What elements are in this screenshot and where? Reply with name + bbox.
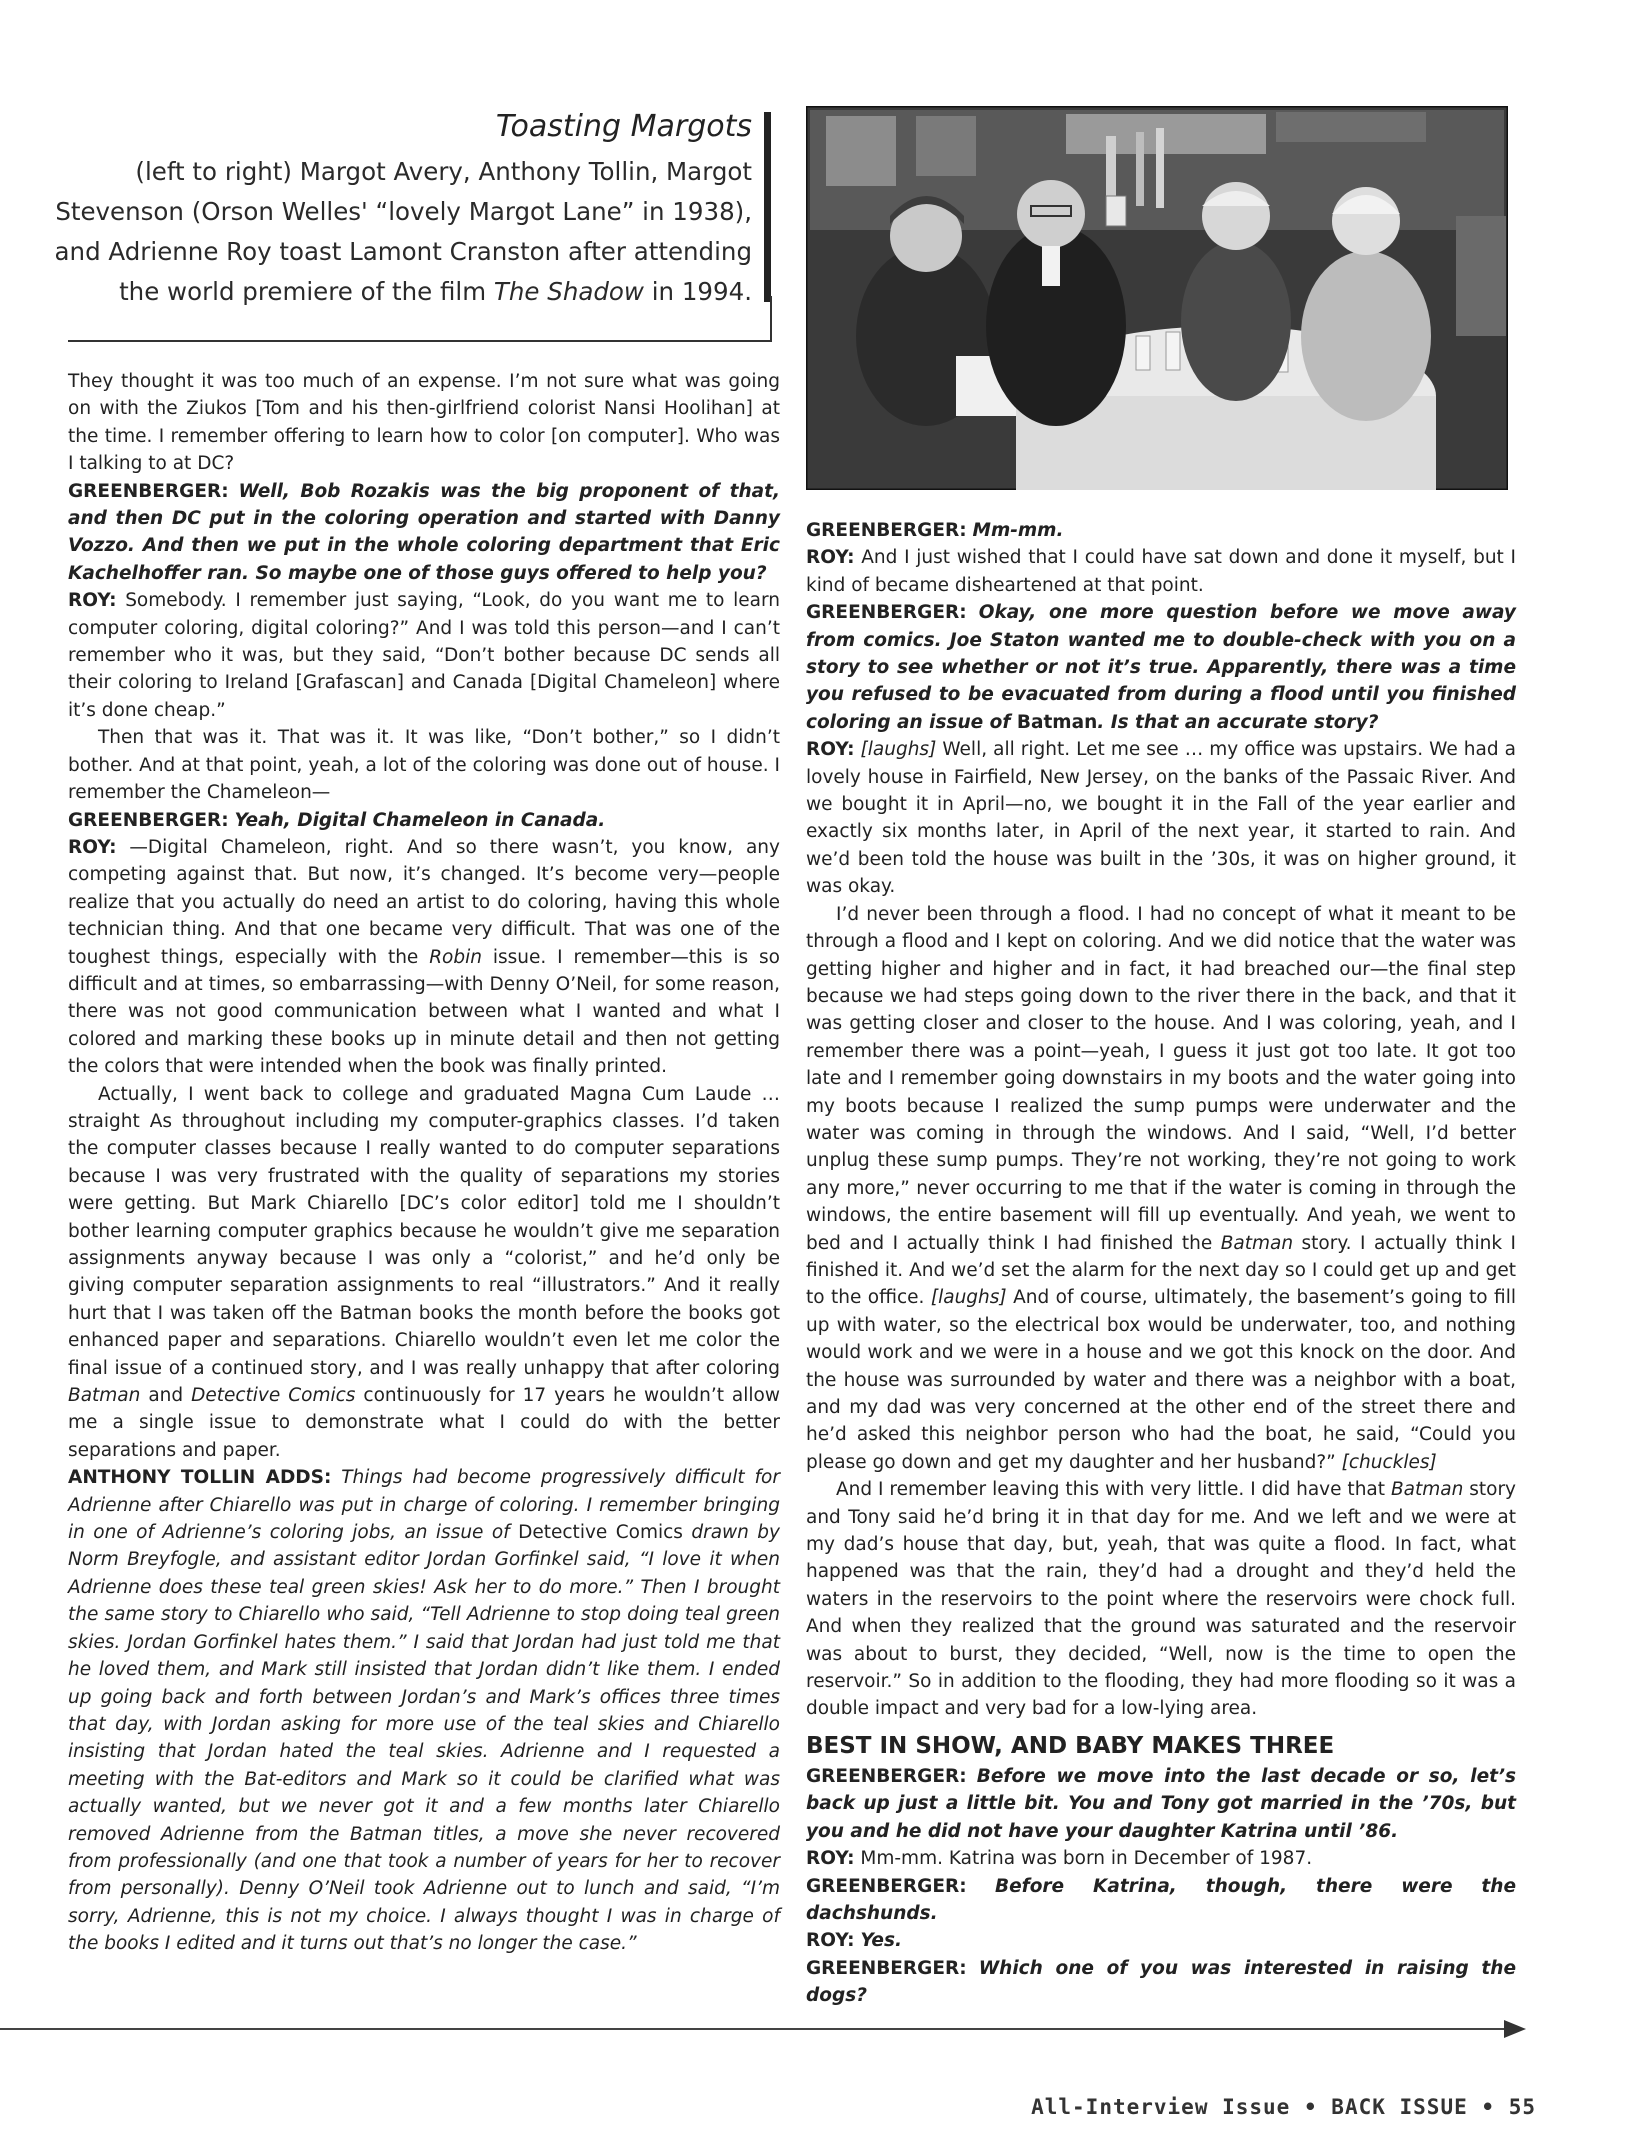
photo-caption bbox=[54, 106, 770, 342]
paragraph: GREENBERGER: Well, Bob Rozakis was the big proponent of that, and then DC put in the coloring operation and started with Danny Vozzo. And then we put in the whole coloring department that Eric Kachelhoffer ran. So maybe one of those guys offered to help you? bbox=[68, 480, 780, 584]
speaker-label: GREENBERGER: bbox=[806, 1957, 967, 1979]
speaker-label: GREENBERGER: bbox=[806, 520, 967, 541]
paragraph: I’d never been through a flood. I had no concept of what it meant to be through a flood and I kept on coloring. And we did notice that the water was getting higher and higher and in fact, it had breached our—the final step because we had steps going down to the river there in the back, and that it was getting closer and closer to the house. And I was coloring, yeah, and I remember there was a point—yeah, I guess it just got too late. It got too late and I remember going downstairs in my boots and the water going into my boots because I realized the sump pumps were underwater and the water was coming in through the windows. And I said, “Well, I’d better unplug these sump pumps. They’re not working, they’re not going to work any more,” never occurring to me that if the water is coming in through the windows, the entire basement will fill up eventually. And yeah, we went to bed and I actually think I had finished the Batman story. I actually think I finished it. And we’d set the alarm for the next day so I could get up and get to the office. [laughs] And of course, ultimately, the basement’s going to fill up with water, so the electrical box would be underwater, too, and nothing would work and we were in a house and we got this knock on the door. And the house was surrounded by water and there was a neighbor with a boat, and my dad was very concerned at the other end of the street there and he’d asked this neighbor person who had the boat, he said, “Could you please go down and get my daughter and her husband?” [chuckles] bbox=[806, 903, 1516, 1473]
speaker-label: ANTHONY TOLLIN ADDS: bbox=[68, 1467, 332, 1489]
right-column bbox=[806, 517, 1516, 2010]
caption-horizontal-rule bbox=[68, 340, 772, 342]
speaker-label: GREENBERGER: bbox=[806, 1875, 967, 1897]
speaker-label: GREENBERGER: bbox=[806, 1765, 967, 1787]
speaker-label: ROY: bbox=[68, 836, 117, 858]
page-number: 55 bbox=[1508, 2095, 1536, 2119]
caption-vertical-rule-thin bbox=[770, 296, 772, 342]
left-column bbox=[68, 368, 780, 1958]
paragraph: GREENBERGER: Yeah, Digital Chameleon in Canada. bbox=[68, 809, 606, 831]
photo-illustration bbox=[806, 106, 1508, 490]
speaker-label: GREENBERGER: bbox=[68, 809, 229, 831]
section-heading: BEST IN SHOW, AND BABY MAKES THREE bbox=[806, 1732, 1335, 1759]
footer-issue: All-Interview Issue bbox=[1031, 2095, 1291, 2119]
paragraph: They thought it was too much of an expense. I’m not sure what was going on with the Ziukos [Tom and his then-girlfriend colorist Nansi Hoolihan] at the time. I remember offering to learn how to color [on computer]. Who was I talking to at DC? bbox=[68, 371, 780, 475]
paragraph: ROY: And I just wished that I could have sat down and done it myself, but I kind of became disheartened at that point. bbox=[806, 547, 1516, 596]
caption-film-title: The Shadow bbox=[493, 277, 644, 306]
paragraph: ROY: Yes. bbox=[806, 1930, 902, 1952]
footer-arrow-icon bbox=[1504, 2020, 1526, 2038]
speaker-label: ROY: bbox=[806, 739, 855, 761]
page-footer: All-Interview Issue • BACK ISSUE • 55 bbox=[1031, 2095, 1536, 2119]
speaker-label: ROY: bbox=[68, 590, 117, 612]
paragraph: And I remember leaving this with very little. I did have that Batman story and Tony said he’d bring it in that day for me. And we left and we were at my dad’s house that day, but, yeah, that was quite a flood. In fact, what happened was that the rain, they’d had a drought and they’d held the waters in the reservoirs to the point where the reservoirs were chock full. And when they realized that the ground was saturated and the reservoir was about to burst, they decided, “Well, now is the time to open the reservoir.” So in addition to the flooding, they had more flooding so it was a double impact and very bad for a low-lying area. bbox=[806, 1479, 1517, 1720]
footer-magazine: BACK ISSUE bbox=[1331, 2095, 1468, 2119]
paragraph: ROY: [laughs] Well, all right. Let me see … my office was upstairs. We had a lovely house in Fairfield, New Jersey, on the banks of the Passaic River. And we bought it in April—no, we bought it in the Fall of the year earlier and exactly six months later, in April of the next year, it started to rain. And we’d been told the house was built in the ’30s, it was on higher ground, it was okay. bbox=[806, 739, 1516, 898]
paragraph: Then that was it. That was it. It was like, “Don’t bother,” so I didn’t bother. And at that point, yeah, a lot of the coloring was done out of house. I remember the Chameleon— bbox=[68, 727, 780, 804]
speaker-label: ROY: bbox=[806, 1930, 855, 1952]
paragraph: ROY: Mm-mm. Katrina was born in December of 1987. bbox=[806, 1848, 1313, 1870]
paragraph: GREENBERGER: Before Katrina, though, there were the dachshunds. bbox=[806, 1875, 1516, 1924]
paragraph: ROY: —Digital Chameleon, right. And so there wasn’t, you know, any competing against that. But now, it’s changed. It’s become very—people realize that you actually do need an artist to do coloring, having this whole technician thing. And that one became very difficult. That was one of the toughest things, especially with the Robin issue. I remember—this is so difficult and at times, so embarrassing—with Denny O’Neil, for some reason, there was not good communication between what I wanted and what I colored and marking these books up in minute detail and then not getting the colors that were intended when the book was finally printed. bbox=[68, 836, 780, 1078]
photo-toasting-margots bbox=[806, 106, 1508, 490]
caption-text: (left to right) Margot Avery, Anthony Tollin, Margot Stevenson (Orson Welles' “lovely Margot Lane” in 1938), and Adrienne Roy toast Lamont Cranston after attending the world premiere of the film The Shadow in 1994. bbox=[54, 157, 752, 306]
paragraph: GREENBERGER: Mm-mm. bbox=[806, 520, 1064, 541]
paragraph: GREENBERGER: Okay, one more question before we move away from comics. Joe Staton wanted me to double-check with you on a story to see whether or not it’s true. Apparently, there was a time you refused to be evacuated from during a flood until you finished coloring an issue of Batman. Is that an accurate story? bbox=[806, 602, 1516, 733]
paragraph: ANTHONY TOLLIN ADDS: Things had become progressively difficult for Adrienne after Chiarello was put in charge of coloring. I remember bringing in one of Adrienne’s coloring jobs, an issue of Detective Comics drawn by Norm Breyfogle, and assistant editor Jordan Gorfinkel said, “I love it when Adrienne does these teal green skies! Ask her to do more.” Then I brought the same story to Chiarello who said, “Tell Adrienne to stop doing teal green skies. Jordan Gorfinkel hates them.” I said that Jordan had just told me that he loved them, and Mark still insisted that Jordan didn’t like them. I ended up going back and forth between Jordan’s and Mark’s offices three times that day, with Jordan asking for more use of the teal skies and Chiarello insisting that Jordan hated the teal skies. Adrienne and I requested a meeting with the Bat-editors and Mark so it could be clarified what was actually wanted, but we never got it and a few months later Chiarello removed Adrienne from the Batman titles, a move she never recovered from professionally (and one that took a number of years for her to recover from personally). Denny O’Neil took Adrienne out to lunch and said, “I’m sorry, Adrienne, this is not my choice. I always thought I was in charge of the books I edited and it turns out that’s no longer the case.” bbox=[68, 1467, 781, 1955]
caption-vertical-rule bbox=[764, 112, 771, 302]
paragraph: GREENBERGER: Which one of you was interested in raising the dogs? bbox=[806, 1957, 1516, 2007]
speaker-label: ROY: bbox=[806, 547, 855, 569]
paragraph: ROY: Somebody. I remember just saying, “Look, do you want me to learn computer coloring, digital coloring?” And I was told this person—and I can’t remember who it was, but they said, “Don’t bother because DC sends all their coloring to Ireland [Grafascan] and Canada [Digital Chameleon] where it’s done cheap.” bbox=[68, 590, 781, 721]
paragraph: GREENBERGER: Before we move into the last decade or so, let’s back up just a little bit. You and Tony got married in the ’70s, but you and he did not have your daughter Katrina until ’86. bbox=[806, 1765, 1516, 1842]
paragraph: Actually, I went back to college and graduated Magna Cum Laude … straight As throughout including my computer-graphics classes. I’d taken the computer classes because I really wanted to do computer separations because I was very frustrated with the quality of separations my stories were getting. But Mark Chiarello [DC’s color editor] told me I shouldn’t bother learning computer graphics because he wouldn’t give me separation assignments anyway because I was only a “colorist,” and he’d only be giving computer separation assignments to real “illustrators.” And it really hurt that I was taken off the Batman books the month before the books got enhanced paper and separations. Chiarello wouldn’t even let me color the final issue of a continued story, and I was really unhappy that after coloring Batman and Detective Comics continuously for 17 years he wouldn’t allow me a single issue to demonstrate what I could do with the better separations and paper. bbox=[68, 1083, 780, 1461]
caption-title: Toasting Margots bbox=[495, 109, 752, 144]
speaker-label: GREENBERGER: bbox=[806, 602, 967, 624]
speaker-label: GREENBERGER: bbox=[68, 480, 229, 502]
speaker-label: ROY: bbox=[806, 1848, 855, 1870]
footer-rule bbox=[0, 2028, 1512, 2030]
